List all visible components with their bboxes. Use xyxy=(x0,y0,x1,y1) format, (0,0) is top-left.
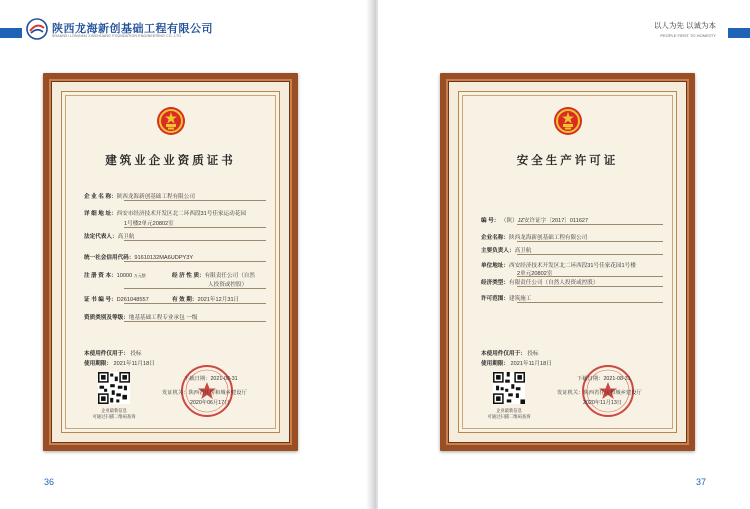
usage-value: 投标 xyxy=(527,351,539,357)
principal-value: 高卫航 xyxy=(514,248,532,254)
legal-representative-label: 法定代表人： xyxy=(84,234,118,240)
certificate-title: 安全生产许可证 xyxy=(516,153,619,167)
right-page xyxy=(378,0,750,509)
validity-label: 有 效 期： xyxy=(172,297,198,303)
company-name-value: 陕西龙海新创基础工程有限公司 xyxy=(116,194,195,200)
permit-scope-value: 建筑施工 xyxy=(508,296,532,302)
economic-nature-value-line1: 有限责任公司（自然 xyxy=(204,273,255,279)
credit-code-label: 统一社会信用代码： xyxy=(84,255,135,261)
qr-code xyxy=(98,372,130,404)
qr-code xyxy=(493,372,525,404)
usage-label: 本使用件仅用于： xyxy=(84,351,129,357)
header-accent-bar-right xyxy=(728,28,750,38)
qr-caption-line2: 可通过扫描二维码查询 xyxy=(92,414,136,419)
qr-caption-line1: 企业最新信息 xyxy=(496,408,522,413)
left-page xyxy=(0,0,372,509)
national-emblem-icon xyxy=(553,106,583,136)
qualification-scope-label: 资质类别及等级： xyxy=(84,315,129,321)
company-name-label: 企业名称： xyxy=(481,235,509,241)
issuing-date: 2020年11月13日 xyxy=(583,400,623,406)
slogan-en: PEOPLE FIRST TO HONESTY xyxy=(660,33,716,38)
qualification-certificate xyxy=(61,91,280,433)
address-label: 单位地址： xyxy=(481,263,509,269)
credit-code-value: 91610132MA6UDPY3Y xyxy=(134,255,194,261)
download-date: 下载日期：2021-08-31 xyxy=(577,376,631,382)
license-number-label: 编 号： xyxy=(481,218,500,224)
usage-period-value: 2021年11月18日 xyxy=(510,361,552,367)
usage-period-label: 使用期限： xyxy=(481,361,509,367)
certificate-number-label: 证 书 编 号： xyxy=(84,297,117,303)
page-number-left: 36 xyxy=(44,477,55,487)
address-value-line1: 西安市经济技术开发区北二环西段31号佳家运动花园 xyxy=(116,211,246,217)
permit-scope-label: 许可范围： xyxy=(481,296,509,302)
usage-period-label: 使用期限： xyxy=(84,361,112,367)
page-number-right: 37 xyxy=(695,477,706,487)
economic-type-label: 经济类型： xyxy=(481,280,509,286)
usage-period-value: 2021年11月18日 xyxy=(113,361,155,367)
usage-value: 投标 xyxy=(130,351,142,357)
validity-value: 2021年12月31日 xyxy=(197,297,240,303)
slogan: 以人为先 以诚为本 xyxy=(653,21,716,30)
company-name-value: 陕西龙海新创基础工程有限公司 xyxy=(508,235,588,241)
certificate-number-value: D261048557 xyxy=(116,297,149,303)
national-emblem-icon xyxy=(156,106,186,136)
qr-caption-line2: 可通过扫描二维码查询 xyxy=(487,414,531,419)
company-name-label: 企 业 名 称： xyxy=(84,194,117,200)
company-name-en: SHAANXI LONGHAI XINCHUANG FOUNDATION ENGINEERING CO.,LTD. xyxy=(52,34,183,38)
license-number-value: （陕）JZ安许证字〔2017〕011627 xyxy=(500,218,589,224)
certificate-title: 建筑业企业资质证书 xyxy=(105,153,236,167)
capital-label: 注 册 资 本： xyxy=(84,273,117,279)
header-accent-bar xyxy=(0,28,22,38)
capital-value: 10000 xyxy=(116,273,133,279)
qualification-scope-value: 地基基础工程专业承包 一级 xyxy=(128,315,198,321)
issuing-authority: 发证机关：陕西省住房和城乡建设厅 xyxy=(162,390,247,396)
company-name: 陕西龙海新创基础工程有限公司 xyxy=(52,23,213,35)
principal-label: 主要负责人： xyxy=(481,248,515,254)
address-label: 详 细 地 址： xyxy=(84,211,117,217)
issuing-authority: 发证机关：陕西省住房和城乡建设厅 xyxy=(557,390,642,396)
qr-caption-line1: 企业最新信息 xyxy=(101,408,127,413)
address-value-line2: 2单元20802室 xyxy=(517,271,553,277)
address-value-line2: 1号楼2单元20802室 xyxy=(124,221,174,227)
address-value-line1: 西安经济技术开发区北二环西段31号佳家花园1号楼 xyxy=(508,263,636,269)
download-date: 下载日期：2021-08-31 xyxy=(184,376,238,382)
economic-nature-label: 经 济 性 质： xyxy=(172,273,205,279)
safety-license-frame xyxy=(440,73,695,451)
usage-label: 本使用件仅用于： xyxy=(481,351,526,357)
qualification-certificate-frame xyxy=(43,73,298,451)
legal-representative-value: 高卫航 xyxy=(117,234,135,240)
company-logo-icon xyxy=(26,18,48,40)
issuing-date: 2020年06月17日 xyxy=(190,400,230,406)
economic-type-value: 有限责任公司（自然人投资或控股） xyxy=(508,280,599,286)
safety-license-certificate xyxy=(458,91,677,433)
capital-unit: 万元整 xyxy=(133,273,146,278)
economic-nature-value-line2: 人投资或控股） xyxy=(208,282,248,288)
